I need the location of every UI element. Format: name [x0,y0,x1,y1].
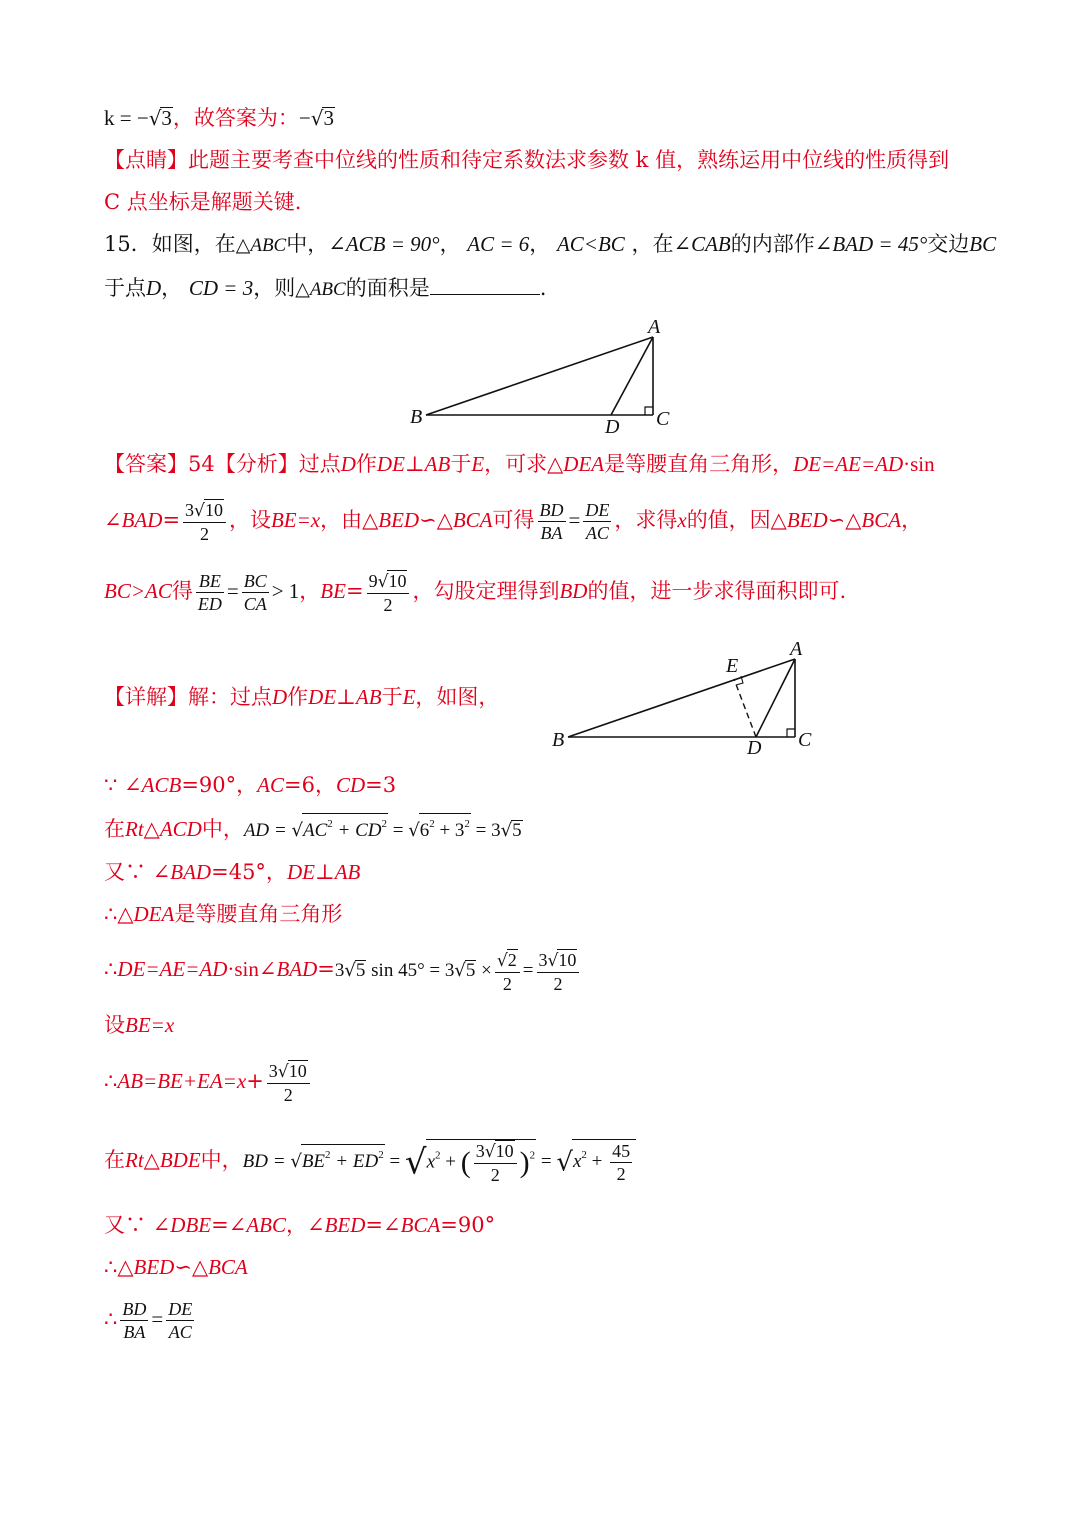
right-angle-mark [645,407,653,415]
step-5: ∴DE=AE=AD·sin∠BAD=3√5 sin 45° = 3√5 × $\frac{√2}{2}$ = $\frac{3√10}{2}$ [104,946,582,995]
label-A: A [790,638,803,660]
label-B: B [552,729,565,751]
problem-line-2: 于点D， CD = 3，则△ABC的面积是 . [104,272,546,305]
analysis-line-3: BC>AC得 $\frac{BE}{ED}$ = $\frac{BC}{CA}$ > 1，BE= $\frac{9√10}{2}$ ，勾股定理得到BD的值，进一步求得面积即可. [104,570,847,615]
detail-intro: 【详解】解：过点D作DE⊥AB于E，如图， [104,685,500,709]
step-4: ∴△DEA是等腰直角三角形 [104,902,343,926]
dianjing-line-2: C 点坐标是解题关键. [104,190,302,214]
analysis-line-2: ∠BAD= $\frac{3√10}{2}$ ，设BE=x，由△BED∽△BCA可得 $\frac{BD}{BA}$ = $\frac{DE}{AC}$ ，求得x的值，因△BED∽△BCA， [104,499,923,544]
triangle-figure-1 [400,312,690,438]
label-B: B [410,406,423,428]
analysis-line-1: 【答案】54【分析】过点D作DE⊥AB于E，可求△DEA是等腰直角三角形，DE=AE=AD·sin [104,452,935,476]
dianjing-line-1: 【点睛】此题主要考查中位线的性质和待定系数法求参数 k 值，熟练运用中位线的性质得到 [104,148,950,172]
step-9: 又∵ ∠DBE=∠ABC，∠BED=∠BCA=90° [104,1213,496,1237]
answer-blank [430,272,540,295]
label-E: E [726,655,739,677]
k-radicand: 3 [161,106,172,130]
label-C: C [656,408,670,430]
answer-label: ，故答案为： [172,106,299,130]
answer-radicand: 3 [323,106,334,130]
step-6: 设BE=x [104,1013,175,1037]
step-7: ∴AB=BE+EA=x+ $\frac{3√10}{2}$ [104,1058,313,1106]
right-angle-mark-C [787,729,795,737]
segment-BA [426,337,653,415]
label-D: D [605,416,620,438]
k-expression: k = − [104,106,149,130]
segment-BA [568,659,795,737]
step-8: 在Rt△BDE中，BD = $√BE^2 + ED^2 = √x^2$ + ( $\frac{3√10}{2}$ )$^2 = √x^2$ + $\frac{45}{2}$ [104,1132,636,1191]
problem-line-1: 15．如图，在△ABC中，∠ACB = 90°， AC = 6， AC<BC ，在∠CAB的内部作∠BAD = 45°交边BC [104,232,997,256]
triangle-figure-2 [540,634,830,762]
answer-expression: − [298,106,311,130]
label-C: C [798,729,812,751]
step-10: ∴△BED∽△BCA [104,1255,248,1279]
step-3: 又∵ ∠BAD=45°，DE⊥AB [104,860,361,884]
segment-DE-dashed [734,679,756,737]
step-1: ∵ ∠ACB=90°，AC=6，CD=3 [104,773,397,797]
top-answer-line: k = −√3，故答案为：−√3 [104,106,334,130]
step-2: 在Rt△ACD中，AD = $√AC^2 + CD^2 = √6^2 + 3^2 = 3√5$ [104,813,523,846]
label-A: A [648,316,661,338]
label-D: D [747,737,762,759]
step-11: ∴ $\frac{BD}{BA}$ = $\frac{DE}{AC}$ [104,1299,193,1342]
